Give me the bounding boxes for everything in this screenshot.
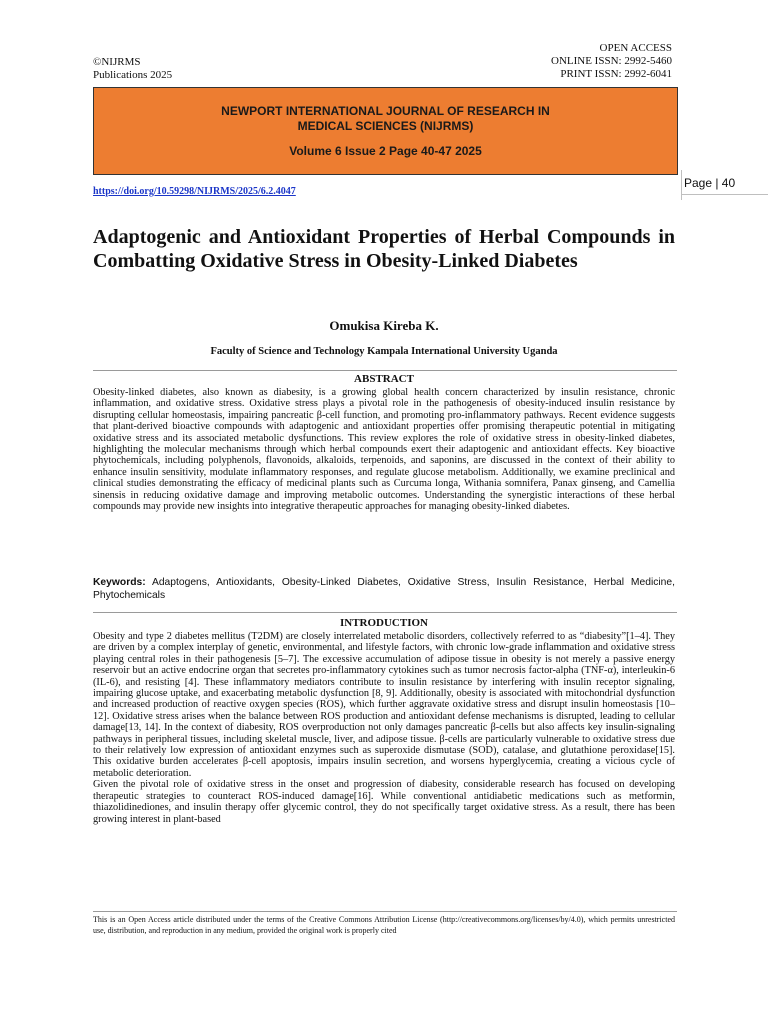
abstract-text: Obesity-linked diabetes, also known as diabesity, is a growing global health concern characterized by insulin resistance, chronic inflammation, and oxidative stress. Oxidative stress plays a pivotal role in the pathogenesis of obesity-induced insulin resistance by disrupting cellular homeostasis, impairing pancreatic β-cell function, and promoting pro-inflammatory pathways. Recent evidence suggests that plant-derived bioactive compounds with adaptogenic and antioxidant properties offer promising therapeutic potential in mitigating oxidative stress and its associated metabolic dysfunctions. This review explores the role of oxidative stress in obesity-linked diabetes, highlighting the molecular mechanisms through which herbal compounds exert their adaptogenic and antioxidant effects. Key bioactive phytochemicals, including polyphenols, flavonoids, alkaloids, terpenoids, and saponins, are discussed in the context of their ability to enhance insulin sensitivity, modulate inflammatory responses, and regulate glucose metabolism. Additionally, we examine preclinical and clinical studies demonstrating the efficacy of medicinal plants such as Curcuma longa, Withania somnifera, Panax ginseng, and Camellia sinensis in reducing oxidative damage and improving metabolic outcomes. Understanding the synergistic interactions of these herbal compounds may provide new insights into integrative therapeutic approaches for managing obesity-linked diabetes. xyxy=(93,387,675,513)
abstract-top-rule xyxy=(93,370,677,371)
abstract-heading: ABSTRACT xyxy=(354,373,414,385)
journal-title-line1: NEWPORT INTERNATIONAL JOURNAL OF RESEARCH IN xyxy=(221,104,550,118)
intro-paragraph-2: Given the pivotal role of oxidative stress in the onset and progression of diabesity, considerable research has focused on developing therapeutic strategies to counteract ROS-induced damage[16]. While conventional antidiabetic medications such as metformin, thiazolidinediones, and insulin therapy offer glycemic control, they do not specifically target oxidative stress. As a result, there has been growing interest in plant-based xyxy=(93,779,675,825)
intro-paragraph-1: Obesity and type 2 diabetes mellitus (T2DM) are closely interrelated metabolic disorders, collectively referred to as “diabesity”[1–4]. They are driven by a complex interplay of genetic, environmental, and lifestyle factors, with chronic low-grade inflammation and oxidative stress playing central roles in their pathogenesis [5–7]. The excessive accumulation of adipose tissue in obesity is not merely a passive energy reservoir but an active endocrine organ that secretes pro-inflammatory cytokines such as tumor necrosis factor-alpha (TNF-α), interleukin-6 (IL-6), and resisting [4]. These inflammatory mediators contribute to insulin resistance by interfering with insulin receptor signaling, impairing glucose uptake, and exacerbating metabolic dysfunction [8, 9]. Additionally, obesity is associated with mitochondrial dysfunction and increased production of reactive oxygen species (ROS), which further aggravate oxidative stress and disrupt insulin homeostasis [10–12]. Oxidative stress arises when the balance between ROS production and antioxidant defense mechanisms is disrupted, leading to cellular damage[13, 14]. In the context of diabesity, ROS overproduction not only damages pancreatic β-cells but also affects key insulin-signaling pathways in peripheral tissues, including skeletal muscle, liver, and adipose tissue. β-cells are particularly vulnerable to oxidative stress due to their relatively low expression of antioxidant enzymes such as superoxide dismutase (SOD), catalase, and glutathione peroxidase[15]. This oxidative burden accelerates β-cell apoptosis, impairs insulin secretion, and worsens hyperglycemia, creating a vicious cycle of metabolic deterioration. xyxy=(93,631,675,779)
author-affiliation: Faculty of Science and Technology Kampala International University Uganda xyxy=(210,346,558,357)
intro-top-rule xyxy=(93,612,677,613)
license-footnote: This is an Open Access article distributed under the terms of the Creative Commons Attribution License (http://creativecommons.org/licenses/by/4.0), which permits unrestricted use, distribution, and reproduction in any medium, provided the original work is properly cited xyxy=(93,915,675,935)
article-title: Adaptogenic and Antioxidant Properties of Herbal Compounds in Combatting Oxidative Stress in Obesity-Linked Diabetes xyxy=(93,226,675,272)
online-issn: ONLINE ISSN: 2992-5460 xyxy=(551,55,672,67)
open-access-label: OPEN ACCESS xyxy=(599,42,672,54)
print-issn: PRINT ISSN: 2992-6041 xyxy=(560,68,672,80)
page-divider-horizontal xyxy=(681,194,768,195)
journal-title-line2: MEDICAL SCIENCES (NIJRMS) xyxy=(297,119,474,133)
doi-link[interactable]: https://doi.org/10.59298/NIJRMS/2025/6.2.4047 xyxy=(93,186,296,197)
introduction-heading: INTRODUCTION xyxy=(339,617,428,629)
footnote-rule xyxy=(93,911,677,912)
introduction-body xyxy=(93,631,675,825)
page-number: Page | 40 xyxy=(684,176,736,190)
keywords-label: Keywords: xyxy=(93,577,146,588)
publisher-info xyxy=(93,56,172,82)
issn-info xyxy=(551,42,672,81)
page-divider-vertical xyxy=(681,170,682,200)
keywords xyxy=(93,577,675,602)
volume-info: Volume 6 Issue 2 Page 40-47 2025 xyxy=(289,144,482,158)
journal-title xyxy=(94,104,677,134)
copyright-line: ©NIJRMS xyxy=(93,56,141,68)
author-name: Omukisa Kireba K. xyxy=(329,318,439,333)
journal-banner xyxy=(93,87,678,175)
keywords-list: Adaptogens, Antioxidants, Obesity-Linked Diabetes, Oxidative Stress, Insulin Resistance, Herbal Medicine, Phytochemicals xyxy=(93,577,675,601)
publication-year: Publications 2025 xyxy=(93,69,173,81)
